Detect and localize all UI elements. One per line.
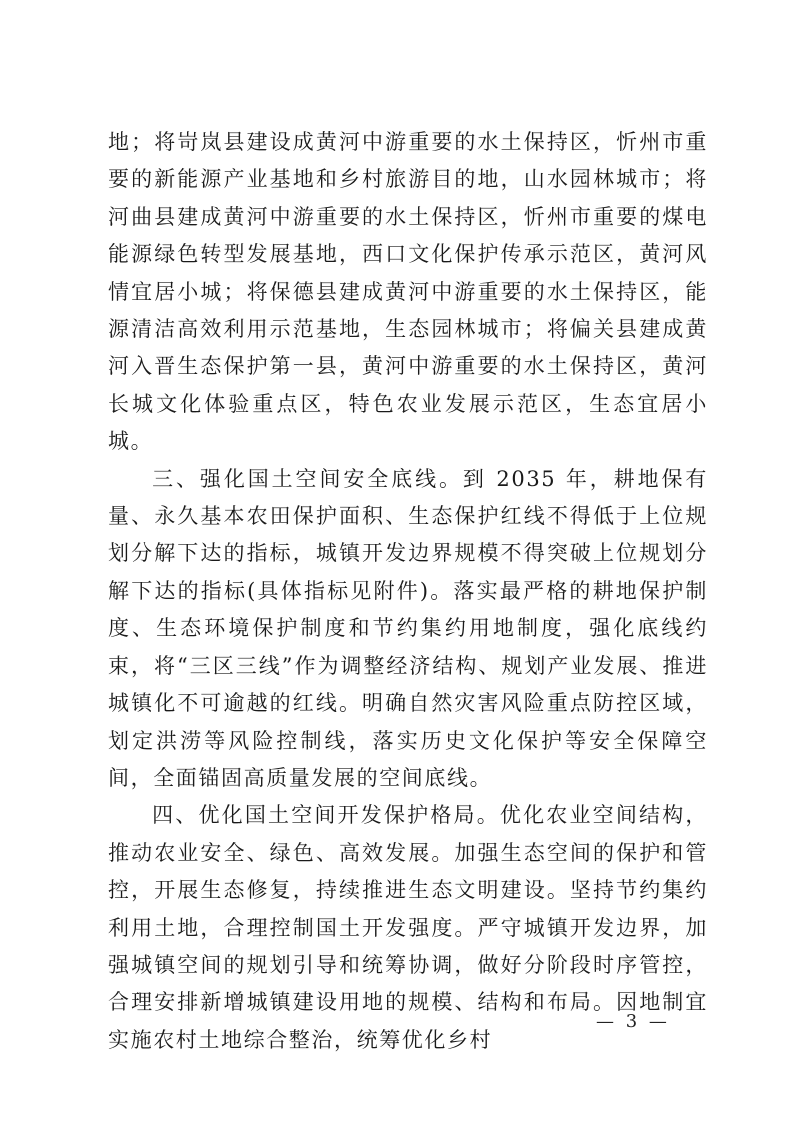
paragraph-section-three: 三、强化国土空间安全底线。到 2035 年，耕地保有量、永久基本农田保护面积、生态保护红线不得低于上位规划分解下达的指标，城镇开发边界规模不得突破上位规划分解下达的指标(具体指标见附件)。落实最严格的耕地保护制度、生态环境保护制度和节约集约用地制度，强化底线约束，将“三区三线”作为调整经济结构、规划产业发展、推进城镇化不可逾越的红线。明确自然灾害风险重点防控区域，划定洪涝等风险控制线，落实历史文化保护等安全保障空间，全面锚固高质量发展的空间底线。 [108, 466, 708, 790]
document-body [108, 124, 708, 1059]
paragraph-section-four: 四、优化国土空间开发保护格局。优化农业空间结构，推动农业安全、绿色、高效发展。加强生态空间的保护和管控，开展生态修复，持续推进生态文明建设。坚持节约集约利用土地，合理控制国土开发强度。严守城镇开发边界，加强城镇空间的规划引导和统筹协调，做好分阶段时序管控，合理安排新增城镇建设用地的规模、结构和布局。因地制宜实施农村土地综合整治，统筹优化乡村 [108, 803, 708, 1052]
page-number: — 3 — [596, 1011, 670, 1032]
paragraph-continuation: 地；将岢岚县建设成黄河中游重要的水土保持区，忻州市重要的新能源产业基地和乡村旅游目的地，山水园林城市；将河曲县建成黄河中游重要的水土保持区，忻州市重要的煤电能源绿色转型发展基地，西口文化保护传承示范区，黄河风情宜居小城；将保德县建成黄河中游重要的水土保持区，能源清洁高效利用示范基地，生态园林城市；将偏关县建成黄河入晋生态保护第一县，黄河中游重要的水土保持区，黄河长城文化体验重点区，特色农业发展示范区，生态宜居小城。 [108, 130, 708, 454]
